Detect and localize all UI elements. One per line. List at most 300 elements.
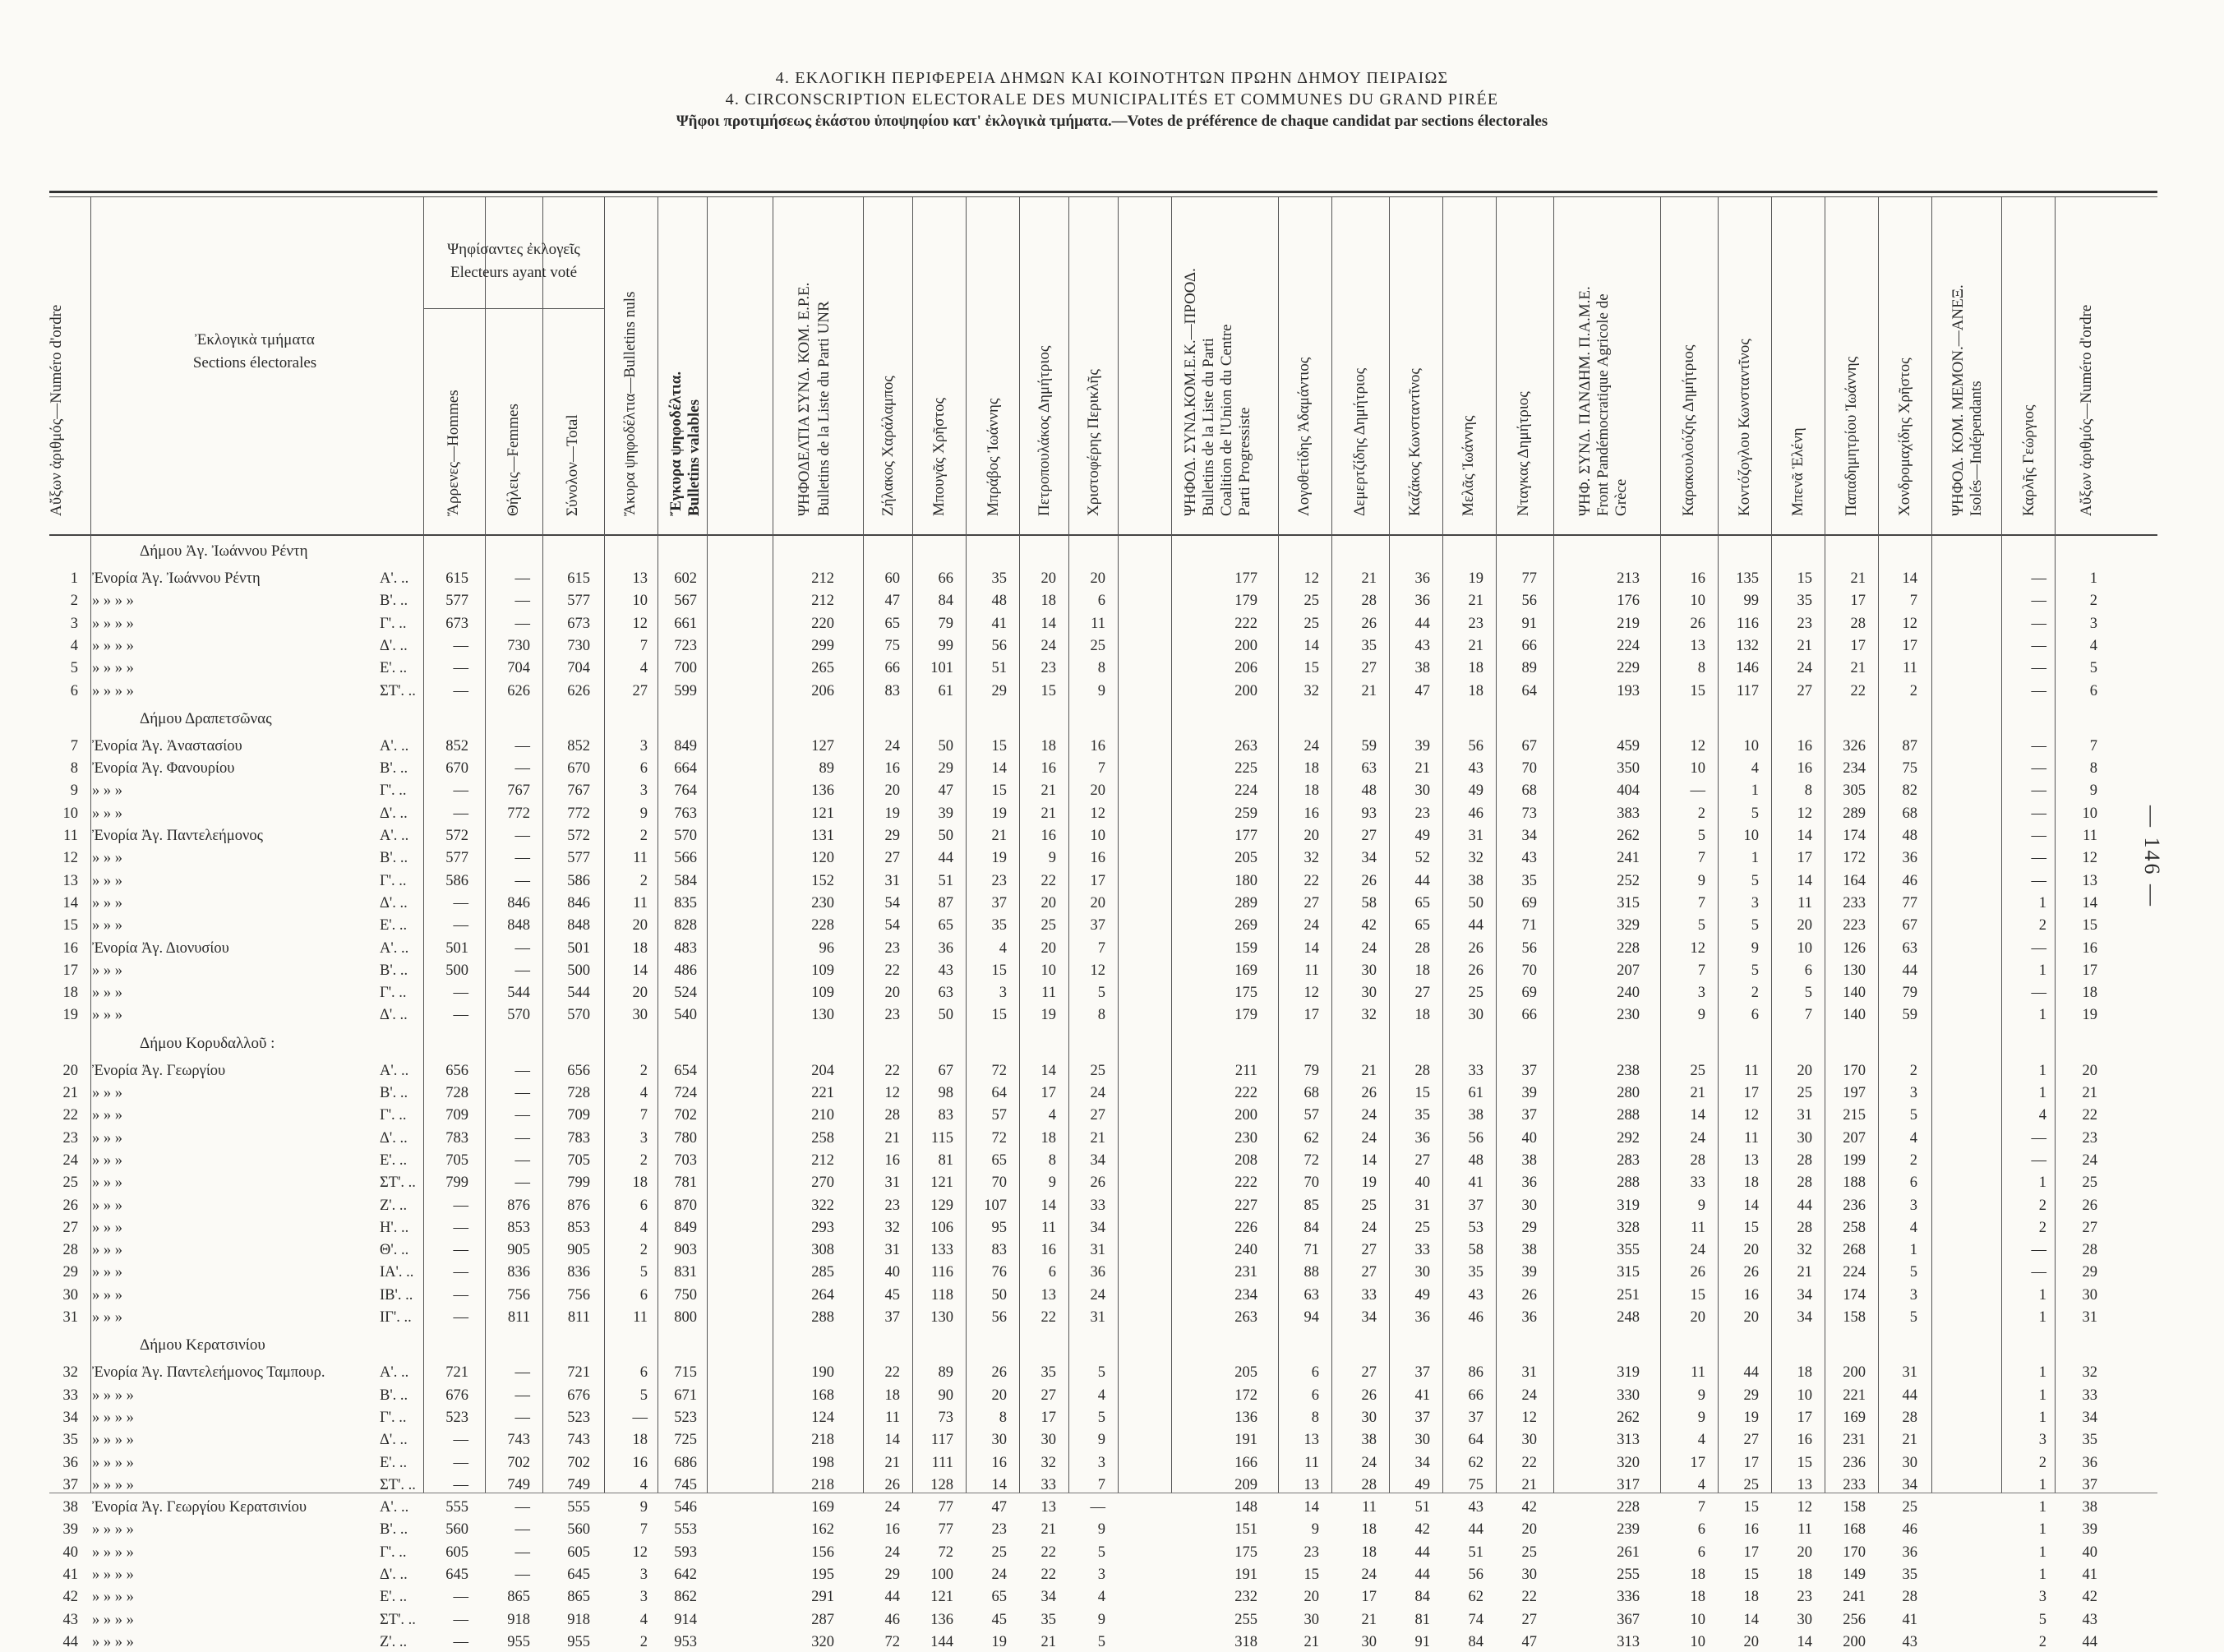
count-cell: 51 — [1414, 1499, 1430, 1516]
order-number: 11 — [2083, 828, 2097, 844]
section-number: Α'. .. — [380, 1499, 409, 1516]
order-number: 19 — [2082, 1007, 2097, 1024]
section-name: » » » — [92, 1264, 122, 1281]
count-cell: 212 — [811, 593, 834, 610]
count-cell: 24 — [1303, 737, 1319, 754]
count-cell: 25 — [1040, 917, 1056, 934]
count-cell: 4 — [1697, 1476, 1705, 1493]
count-cell: 10 — [1690, 1633, 1705, 1650]
count-cell: 865 — [567, 1589, 590, 1606]
header-order-right: Αὔξων ἀριθμός—Numéro d'ordre — [2078, 304, 2095, 516]
count-cell: 17 — [1743, 1085, 1759, 1101]
count-cell: 227 — [1234, 1197, 1257, 1214]
count-cell: 750 — [674, 1286, 697, 1304]
count-cell: 1 — [2038, 1062, 2046, 1079]
count-cell: 156 — [811, 1544, 834, 1561]
count-cell: 21 — [1468, 637, 1483, 654]
count-cell: 10 — [1690, 1611, 1705, 1628]
count-cell: 2 — [639, 1242, 648, 1259]
count-cell: 120 — [811, 850, 834, 867]
section-name: » » » — [92, 917, 122, 934]
header-order-left: Αὔξων ἀριθμός—Numéro d'ordre — [48, 304, 65, 516]
count-cell: 20 — [1303, 1589, 1319, 1606]
count-cell: 1 — [1751, 850, 1759, 867]
count-cell: 20 — [1743, 1242, 1759, 1259]
count-cell: 6 — [1048, 1264, 1056, 1281]
header-candidate: Ζήλακος Χαράλαμπος — [879, 376, 897, 516]
count-cell: 20 — [1303, 828, 1319, 844]
page-number: — 146 — — [2140, 805, 2164, 908]
count-cell: 835 — [674, 894, 697, 911]
count-cell: 99 — [1743, 593, 1759, 610]
count-cell: 313 — [1617, 1432, 1640, 1449]
count-cell: 21 — [1361, 570, 1377, 587]
count-cell: 144 — [930, 1633, 953, 1650]
count-cell: 8 — [1097, 1007, 1105, 1024]
count-cell: 12 — [884, 1085, 900, 1101]
header-candidate: Παπαδημητρίου Ἰωάννης — [1843, 356, 1860, 516]
count-cell: 10 — [1690, 593, 1705, 610]
count-cell: 743 — [567, 1432, 590, 1449]
count-cell: 846 — [567, 894, 590, 911]
count-cell: 207 — [1843, 1129, 1866, 1147]
order-number: 16 — [2082, 939, 2097, 957]
count-cell: 21 — [1040, 1633, 1056, 1650]
count-cell: 4 — [639, 1611, 648, 1628]
count-cell: — — [2031, 985, 2046, 1002]
count-cell: 38 — [1361, 1432, 1377, 1449]
count-cell: 36 — [1414, 593, 1430, 610]
order-number: 33 — [2082, 1387, 2097, 1404]
count-cell: 7 — [1097, 1476, 1105, 1493]
section-name: » » » » — [92, 1521, 134, 1539]
count-cell: 486 — [674, 962, 697, 979]
count-cell: 15 — [1797, 1454, 1812, 1471]
order-number: 24 — [2082, 1151, 2097, 1169]
count-cell: 9 — [1097, 682, 1105, 699]
count-cell: 35 — [1797, 593, 1812, 610]
count-cell: 673 — [445, 615, 468, 632]
count-cell: 148 — [1234, 1499, 1257, 1516]
section-name: » » » — [92, 782, 122, 800]
count-cell: 28 — [1902, 1589, 1917, 1606]
count-cell: 23 — [1797, 1589, 1812, 1606]
header-candidate: Πετροπουλάκος Δημήτριος — [1036, 345, 1053, 516]
count-cell: 258 — [811, 1129, 834, 1147]
section-number: Ε'. .. — [380, 917, 408, 934]
count-cell: 48 — [1361, 782, 1377, 800]
count-cell: 16 — [632, 1454, 648, 1471]
count-cell: 38 — [1521, 1242, 1537, 1259]
count-cell: 4 — [1048, 1107, 1056, 1124]
order-number: 6 — [2089, 682, 2097, 699]
count-cell: 283 — [1617, 1151, 1640, 1169]
count-cell: 79 — [1303, 1062, 1319, 1079]
count-cell: 29 — [1743, 1387, 1759, 1404]
count-cell: 567 — [674, 593, 697, 610]
count-cell: 21 — [1797, 637, 1812, 654]
count-cell: 5 — [639, 1387, 648, 1404]
count-cell: 25 — [991, 1544, 1007, 1561]
section-number: Δ'. .. — [380, 894, 408, 911]
count-cell: 16 — [1690, 570, 1705, 587]
count-cell: 263 — [1234, 737, 1257, 754]
section-name: Ἐνορία Ἀγ. Διονυσίου — [92, 939, 229, 957]
count-cell: 15 — [1414, 1085, 1430, 1101]
count-cell: 853 — [567, 1219, 590, 1236]
section-number: Ε'. .. — [380, 1454, 408, 1471]
count-cell: 72 — [884, 1633, 900, 1650]
count-cell: 3 — [1097, 1567, 1105, 1583]
count-cell: 36 — [1902, 850, 1917, 867]
count-cell: 1 — [2038, 962, 2046, 979]
count-cell: 30 — [632, 1007, 648, 1024]
count-cell: 56 — [1521, 939, 1537, 957]
count-cell: 26 — [1361, 1387, 1377, 1404]
header-voters — [423, 238, 604, 284]
count-cell: 240 — [1617, 985, 1640, 1002]
count-cell: 136 — [1234, 1409, 1257, 1426]
count-cell: 555 — [445, 1499, 468, 1516]
count-cell: 577 — [567, 593, 590, 610]
count-cell: 26 — [1690, 615, 1705, 632]
section-number: Θ'. .. — [380, 1242, 409, 1259]
count-cell: 45 — [884, 1286, 900, 1304]
count-cell: 566 — [674, 850, 697, 867]
section-name: Ἐνορία Ἀγ. Φανουρίου — [92, 760, 235, 778]
count-cell: 32 — [1040, 1454, 1056, 1471]
count-cell: 63 — [1902, 939, 1917, 957]
count-cell: 35 — [1521, 872, 1537, 889]
count-cell: 169 — [811, 1499, 834, 1516]
order-number: 1 — [70, 570, 78, 587]
count-cell: 46 — [1902, 1521, 1917, 1539]
count-cell: 670 — [567, 760, 590, 778]
count-cell: 31 — [1414, 1197, 1430, 1214]
count-cell: — — [453, 1007, 468, 1024]
count-cell: 2 — [1697, 805, 1705, 822]
count-cell: 36 — [1414, 1309, 1430, 1326]
count-cell: 865 — [507, 1589, 530, 1606]
count-cell: 72 — [938, 1544, 953, 1561]
count-cell: 47 — [1521, 1633, 1537, 1650]
count-cell: 16 — [1040, 1242, 1056, 1259]
count-cell: 46 — [1468, 805, 1483, 822]
count-cell: 8 — [1311, 1409, 1319, 1426]
count-cell: 14 — [884, 1432, 900, 1449]
count-cell: 21 — [1521, 1476, 1537, 1493]
count-cell: 293 — [811, 1219, 834, 1236]
section-number: ΣΤ'. .. — [380, 1611, 416, 1628]
count-cell: 34 — [1797, 1309, 1812, 1326]
count-cell: 11 — [1744, 1062, 1759, 1079]
count-cell: 8 — [1697, 660, 1705, 677]
count-cell: 1 — [2038, 1499, 2046, 1516]
header-cu-2: Bulletins de la Liste du Parti — [1200, 338, 1217, 516]
count-cell: 51 — [938, 872, 953, 889]
order-number: 25 — [2082, 1174, 2097, 1192]
count-cell: 285 — [811, 1264, 834, 1281]
count-cell: 77 — [1521, 570, 1537, 587]
group-heading: Δήμου Κορυδαλλοῦ : — [140, 1034, 275, 1052]
count-cell: 15 — [991, 737, 1007, 754]
order-number: 32 — [2082, 1364, 2097, 1382]
count-cell: 34 — [1521, 828, 1537, 844]
count-cell: 265 — [811, 660, 834, 677]
group-heading: Δήμου Κερατσινίου — [140, 1336, 265, 1354]
count-cell: 17 — [1090, 872, 1105, 889]
count-cell: 852 — [445, 737, 468, 754]
order-number: 1 — [2089, 570, 2097, 587]
count-cell: 50 — [938, 828, 953, 844]
count-cell: 43 — [1521, 850, 1537, 867]
header-rule-top-thin — [49, 196, 2157, 197]
count-cell: 25 — [1414, 1219, 1430, 1236]
count-cell: — — [453, 1611, 468, 1628]
count-cell: 215 — [1843, 1107, 1866, 1124]
order-number: 40 — [62, 1544, 78, 1561]
count-cell: 263 — [1234, 1309, 1257, 1326]
count-cell: 6 — [1311, 1387, 1319, 1404]
count-cell: 6 — [639, 760, 648, 778]
count-cell: 75 — [1468, 1476, 1483, 1493]
count-cell: 218 — [811, 1476, 834, 1493]
group-heading: Δήμου Ἀγ. Ἰωάννου Ρέντη — [140, 542, 308, 560]
count-cell: 6 — [1909, 1174, 1917, 1192]
section-name: Ἐνορία Ἀγ. Γεωργίου — [92, 1062, 226, 1079]
count-cell: 32 — [1303, 850, 1319, 867]
count-cell: 13 — [1743, 1151, 1759, 1169]
count-cell: 1 — [2038, 1544, 2046, 1561]
count-cell: 745 — [674, 1476, 697, 1493]
count-cell: 673 — [567, 615, 590, 632]
count-cell: 540 — [674, 1007, 697, 1024]
count-cell: — — [453, 1454, 468, 1471]
count-cell: 767 — [507, 782, 530, 800]
count-cell: 37 — [1414, 1364, 1430, 1382]
count-cell: 207 — [1617, 962, 1640, 979]
count-cell: 52 — [1414, 850, 1430, 867]
count-cell: 12 — [632, 615, 648, 632]
count-cell: 93 — [1361, 805, 1377, 822]
count-cell: 56 — [1468, 737, 1483, 754]
section-number: Β'. .. — [380, 962, 408, 979]
count-cell: 18 — [1743, 1589, 1759, 1606]
count-cell: 21 — [1303, 1633, 1319, 1650]
title-french: 4. CIRCONSCRIPTION ELECTORALE DES MUNICIPALITÉS ET COMMUNES DU GRAND PIRÉE — [725, 90, 1499, 108]
section-number: ΣΤ'. .. — [380, 682, 416, 699]
count-cell: 56 — [991, 1309, 1007, 1326]
count-cell: 2 — [2038, 917, 2046, 934]
count-cell: 70 — [1303, 1174, 1319, 1192]
count-cell: 44 — [1468, 917, 1483, 934]
header-pa-2: Front Pandémocratique Agricole de — [1594, 293, 1612, 516]
count-cell: 21 — [1040, 1521, 1056, 1539]
count-cell: 21 — [1414, 760, 1430, 778]
count-cell: 783 — [445, 1129, 468, 1147]
count-cell: 130 — [1843, 962, 1866, 979]
count-cell: — — [514, 872, 530, 889]
section-number: Β'. .. — [380, 1085, 408, 1101]
count-cell: 14 — [1303, 637, 1319, 654]
order-number: 38 — [62, 1499, 78, 1516]
count-cell: 56 — [991, 637, 1007, 654]
section-number: ΣΤ'. .. — [380, 1174, 416, 1192]
count-cell: 126 — [1843, 939, 1866, 957]
count-cell: 862 — [674, 1589, 697, 1606]
count-cell: 5 — [1097, 1633, 1105, 1650]
count-cell: 19 — [884, 805, 900, 822]
header-ind-1: ΨΗΦΟΔ. ΚΟΜ. ΜΕΜΟΝ.—ΑΝΕΞ. — [1949, 284, 1967, 516]
count-cell: 27 — [1521, 1611, 1537, 1628]
count-cell: — — [1690, 782, 1705, 800]
count-cell: 140 — [1843, 985, 1866, 1002]
count-cell: 50 — [1468, 894, 1483, 911]
count-cell: 18 — [1040, 593, 1056, 610]
title-greek: 4. ΕΚΛΟΓΙΚΗ ΠΕΡΙΦΕΡΕΙΑ ΔΗΜΩΝ ΚΑΙ ΚΟΙΝΟΤΗΤΩΝ ΠΡΩΗΝ ΔΗΜΟΥ ΠΕΙΡΑΙΩΣ — [775, 69, 1449, 87]
count-cell: 626 — [507, 682, 530, 699]
count-cell: 8 — [999, 1409, 1007, 1426]
count-cell: 24 — [991, 1567, 1007, 1583]
count-cell: 6 — [1804, 962, 1812, 979]
count-cell: 25 — [1468, 985, 1483, 1002]
section-name: » » » » — [92, 1567, 134, 1583]
count-cell: 326 — [1843, 737, 1866, 754]
count-cell: 308 — [811, 1242, 834, 1259]
count-cell: 191 — [1234, 1567, 1257, 1583]
count-cell: 30 — [1468, 1007, 1483, 1024]
count-cell: 21 — [1797, 1264, 1812, 1281]
count-cell: 177 — [1234, 570, 1257, 587]
count-cell: 225 — [1234, 760, 1257, 778]
count-cell: 5 — [1097, 1544, 1105, 1561]
count-cell: 7 — [639, 1107, 648, 1124]
count-cell: 44 — [938, 850, 953, 867]
count-cell: 34 — [1090, 1219, 1105, 1236]
count-cell: 47 — [991, 1499, 1007, 1516]
count-cell: 81 — [1414, 1611, 1430, 1628]
count-cell: 17 — [1797, 850, 1812, 867]
count-cell: 38 — [1468, 872, 1483, 889]
count-cell: 9 — [1097, 1521, 1105, 1539]
count-cell: 4 — [1909, 1129, 1917, 1147]
count-cell: 191 — [1234, 1432, 1257, 1449]
count-cell: 44 — [1902, 1387, 1917, 1404]
count-cell: 59 — [1902, 1007, 1917, 1024]
count-cell: 269 — [1234, 917, 1257, 934]
count-cell: 172 — [1843, 850, 1866, 867]
count-cell: 29 — [938, 760, 953, 778]
count-cell: — — [453, 1286, 468, 1304]
count-cell: 1 — [1909, 1242, 1917, 1259]
section-number: Δ'. .. — [380, 637, 408, 654]
count-cell: 705 — [445, 1151, 468, 1169]
count-cell: 18 — [884, 1387, 900, 1404]
count-cell: — — [2031, 872, 2046, 889]
section-name: Ἐνορία Ἀγ. Παντελεήμονος Ταμπουρ. — [92, 1364, 325, 1382]
count-cell: 6 — [639, 1286, 648, 1304]
count-cell: 39 — [1414, 737, 1430, 754]
count-cell: 21 — [1902, 1432, 1917, 1449]
count-cell: 49 — [1414, 1476, 1430, 1493]
count-cell: 709 — [445, 1107, 468, 1124]
count-cell: 136 — [811, 782, 834, 800]
section-name: Ἐνορία Ἀγ. Ἰωάννου Ρέντη — [92, 570, 261, 587]
order-number: 21 — [2082, 1085, 2097, 1101]
count-cell: 68 — [1303, 1085, 1319, 1101]
count-cell: 13 — [1690, 637, 1705, 654]
section-number: Γ'. .. — [380, 782, 407, 800]
count-cell: 130 — [811, 1007, 834, 1024]
count-cell: 24 — [884, 737, 900, 754]
count-cell: 47 — [1414, 682, 1430, 699]
count-cell: 228 — [811, 917, 834, 934]
count-cell: 728 — [567, 1085, 590, 1101]
count-cell: 5 — [1697, 828, 1705, 844]
count-cell: 30 — [1902, 1454, 1917, 1471]
section-number: Α'. .. — [380, 939, 409, 957]
count-cell: 170 — [1843, 1062, 1866, 1079]
count-cell: 132 — [1736, 637, 1759, 654]
count-cell: 233 — [1843, 1476, 1866, 1493]
count-cell: 224 — [1843, 1264, 1866, 1281]
count-cell: 3 — [639, 737, 648, 754]
count-cell: 953 — [674, 1633, 697, 1650]
count-cell: 168 — [1843, 1521, 1866, 1539]
count-cell: 28 — [1797, 1219, 1812, 1236]
count-cell: — — [2031, 805, 2046, 822]
count-cell: 65 — [991, 1589, 1007, 1606]
count-cell: 77 — [1902, 894, 1917, 911]
count-cell: 725 — [674, 1432, 697, 1449]
section-name: » » » — [92, 850, 122, 867]
count-cell: 25 — [1090, 1062, 1105, 1079]
header-valid-1: Ἔγκυρα ψηφοδέλτια. — [667, 371, 685, 516]
count-cell: 1 — [2038, 1364, 2046, 1382]
count-cell: 6 — [1697, 1544, 1705, 1561]
section-number: Α'. .. — [380, 828, 409, 844]
section-name: Ἐνορία Ἀγ. Ἀναστασίου — [92, 737, 242, 754]
count-cell: 258 — [1843, 1219, 1866, 1236]
count-cell: 21 — [1040, 782, 1056, 800]
count-cell: 811 — [507, 1309, 530, 1326]
order-number: 32 — [62, 1364, 78, 1382]
section-number: Γ'. .. — [380, 1544, 407, 1561]
count-cell: 44 — [1743, 1364, 1759, 1382]
count-cell: 25 — [1361, 1197, 1377, 1214]
count-cell: 30 — [1414, 782, 1430, 800]
count-cell: 24 — [884, 1544, 900, 1561]
order-number: 20 — [62, 1062, 78, 1079]
section-number: Β'. .. — [380, 760, 408, 778]
count-cell: — — [2031, 1242, 2046, 1259]
count-cell: 721 — [445, 1364, 468, 1382]
count-cell: 135 — [1736, 570, 1759, 587]
count-cell: 724 — [674, 1085, 697, 1101]
count-cell: 828 — [674, 917, 697, 934]
count-cell: 19 — [1361, 1174, 1377, 1192]
count-cell: 174 — [1843, 1286, 1866, 1304]
count-cell: 44 — [1414, 615, 1430, 632]
count-cell: 31 — [884, 1242, 900, 1259]
order-number: 5 — [2089, 660, 2097, 677]
count-cell: 268 — [1843, 1242, 1866, 1259]
count-cell: 702 — [674, 1107, 697, 1124]
count-cell: 30 — [1797, 1129, 1812, 1147]
count-cell: 24 — [1040, 637, 1056, 654]
count-cell: 553 — [674, 1521, 697, 1539]
count-cell: — — [453, 637, 468, 654]
